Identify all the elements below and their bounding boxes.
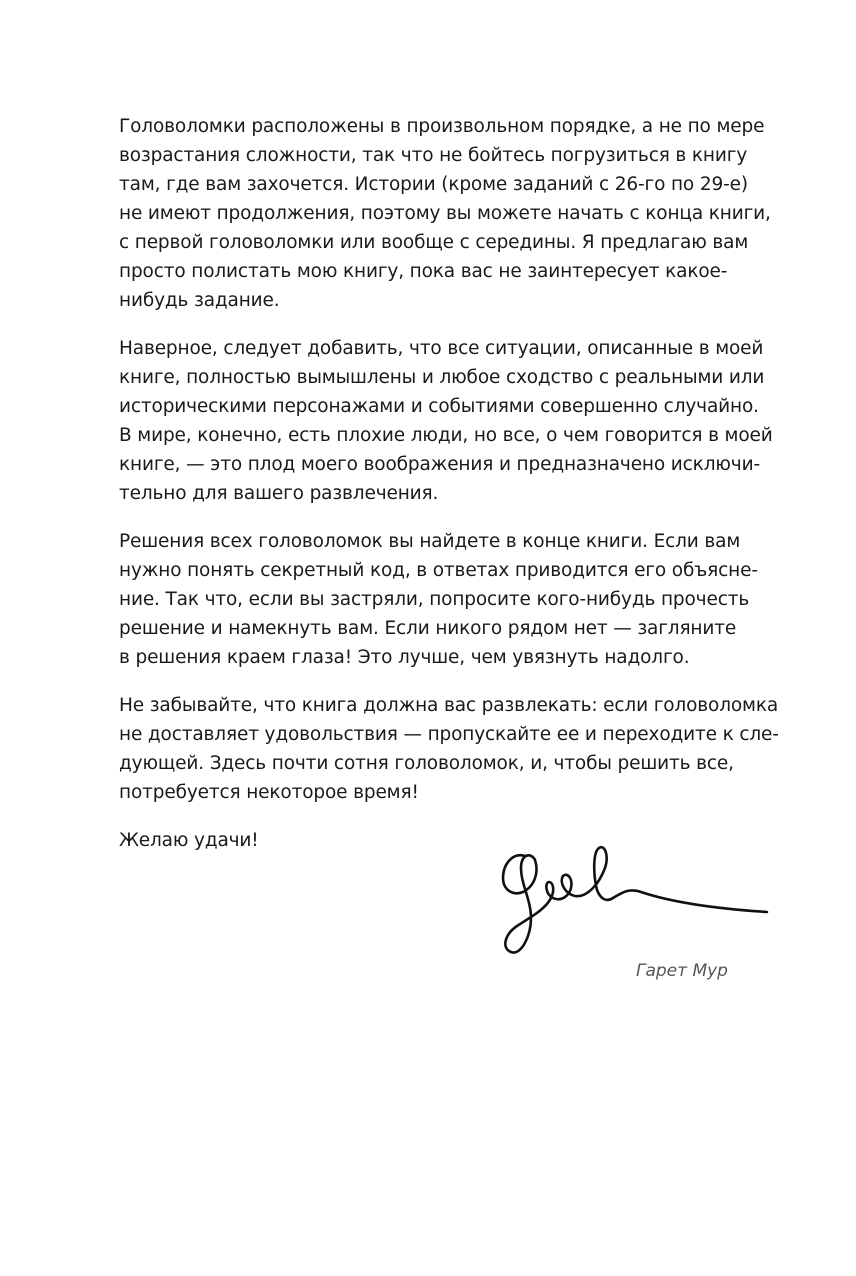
- text-line: ние. Так что, если вы застряли, попросите кого-нибудь прочесть: [119, 589, 750, 610]
- text-line: книге, полностью вымышлены и любое сходство с реальными или: [119, 367, 765, 388]
- text-line: не имеют продолжения, поэтому вы можете начать с конца книги,: [119, 203, 771, 224]
- text-line: Решения всех головоломок вы найдете в конце книги. Если вам: [119, 531, 741, 552]
- text-line: решение и намекнуть вам. Если никого рядом нет — загляните: [119, 618, 737, 639]
- paragraph: [119, 334, 773, 508]
- text-line: Наверное, следует добавить, что все ситуации, описанные в моей: [119, 338, 764, 359]
- text-line: нибудь задание.: [119, 290, 280, 311]
- body-text: [119, 112, 779, 855]
- author-name: Гарет Мур: [636, 961, 728, 981]
- text-line: книге, — это плод моего воображения и предназначено исключи-: [119, 454, 760, 475]
- text-line: В мире, конечно, есть плохие люди, но все, о чем говорится в моей: [119, 425, 773, 446]
- text-line: историческими персонажами и событиями совершенно случайно.: [119, 396, 759, 417]
- paragraph-gap: [119, 807, 769, 826]
- paragraph: [119, 691, 779, 807]
- paragraph-gap: [119, 315, 769, 334]
- text-line: в решения краем глаза! Это лучше, чем увязнуть надолго.: [119, 647, 690, 668]
- paragraph-gap: [119, 508, 769, 527]
- text-line: Не забывайте, что книга должна вас развлекать: если головоломка: [119, 695, 779, 716]
- text-line: дующей. Здесь почти сотня головоломок, и, чтобы решить все,: [119, 753, 734, 774]
- text-line: тельно для вашего развлечения.: [119, 483, 439, 504]
- paragraph-gap: [119, 672, 769, 691]
- text-line: потребуется некоторое время!: [119, 782, 419, 803]
- paragraph: [119, 112, 769, 315]
- text-line: не доставляет удовольствия — пропускайте ее и переходите к сле-: [119, 724, 779, 745]
- text-line: с первой головоломки или вообще с середины. Я предлагаю вам: [119, 232, 749, 253]
- handwritten-signature: [495, 838, 775, 968]
- paragraph: [119, 527, 769, 672]
- text-line: нужно понять секретный код, в ответах приводится его объясне-: [119, 560, 758, 581]
- closing-line: Желаю удачи!: [119, 830, 259, 851]
- text-line: там, где вам захочется. Истории (кроме заданий с 26-го по 29-е): [119, 174, 748, 195]
- text-line: Головоломки расположены в произвольном порядке, а не по мере: [119, 116, 765, 137]
- text-line: возрастания сложности, так что не бойтесь погрузиться в книгу: [119, 145, 748, 166]
- text-line: просто полистать мою книгу, пока вас не заинтересует какое-: [119, 261, 728, 282]
